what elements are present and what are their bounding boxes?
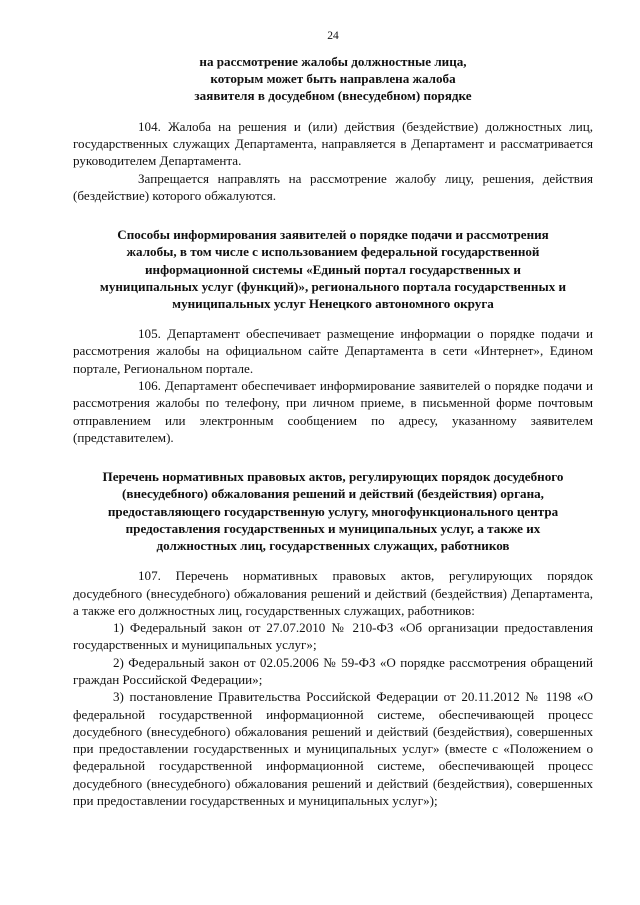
list-item-resolution-1198: 3) постановление Правительства Российской Федерации от 20.11.2012 № 1198 «О федеральной государственной информационной системе, обеспечивающей процесс досудебного (внесудебного) обжалования решений и действий (бездействия), совершенных при предоставлении государственных и муниципальных услуг» (вместе с «Положением о федеральной государственной информационной системе, обеспечивающей процесс досудебного (внесудебного) обжалования решений и действий (бездействия), совершенных при предоставлении государственных и муниципальных услуг»); (73, 689, 593, 809)
heading-line: Способы информирования заявителей о порядке подачи и рассмотрения (117, 227, 549, 243)
heading-line: на рассмотрение жалобы должностные лица, (199, 54, 467, 69)
heading-line: муниципальных услуг (функций)», регионального портала государственных и (99, 278, 567, 294)
paragraph-105: 105. Департамент обеспечивает размещение информации о порядке подачи и рассмотрения жалобы на официальном сайте Департамента в сети «Интернет», Едином портале, Региональном портале. (73, 326, 593, 376)
heading-line: которым может быть направлена жалоба (210, 71, 456, 87)
paragraph-107: 107. Перечень нормативных правовых актов, регулирующих порядок досудебного (внесудебного) обжалования решений и действий (бездействия) Департамента, а также его должностных лиц, государственных служащих, работников: (73, 568, 593, 618)
paragraph-106: 106. Департамент обеспечивает информирование заявителей о порядке подачи и рассмотрения жалобы по телефону, при личном приеме, в письменной форме почтовым отправлением или электронным сообщением по адресу, указанному заявителем (представителем). (73, 378, 593, 445)
list-item-law-210: 1) Федеральный закон от 27.07.2010 № 210-ФЗ «Об организации предоставления государственных и муниципальных услуг»; (73, 620, 593, 653)
section-heading-legal-acts (73, 468, 593, 554)
heading-line: предоставляющего государственную услугу, многофункционального центра (107, 503, 559, 519)
page-number: 24 (327, 30, 339, 42)
heading-line: муниципальных услуг Ненецкого автономного округа (172, 295, 494, 311)
heading-line: жалобы, в том числе с использованием федеральной государственной (126, 244, 540, 260)
heading-line: информационной системы «Единый портал государственных и (145, 261, 521, 277)
paragraph-104: 104. Жалоба на решения и (или) действия (бездействие) должностных лиц, государственных служащих Департамента, направляется в Департамент и рассматривается руководителем Департамента. (73, 118, 593, 169)
heading-line: Перечень нормативных правовых актов, регулирующих порядок досудебного (102, 469, 564, 485)
heading-line: должностных лиц, государственных служащих, работников (156, 538, 510, 553)
list-item-law-59: 2) Федеральный закон от 02.05.2006 № 59-ФЗ «О порядке рассмотрения обращений граждан Российской Федерации»; (73, 654, 593, 687)
heading-line: заявителя в досудебном (внесудебном) порядке (194, 88, 472, 104)
heading-line: предоставления государственных и муниципальных услуг, а также их (125, 520, 541, 536)
heading-line: (внесудебного) обжалования решений и действий (бездействия) органа, (122, 486, 544, 502)
section-heading-complaint-officials (73, 53, 593, 105)
section-heading-informing-methods (73, 226, 593, 312)
paragraph-prohibition: Запрещается направлять на рассмотрение жалобу лицу, решения, действия (бездействие) которого обжалуются. (73, 170, 593, 203)
